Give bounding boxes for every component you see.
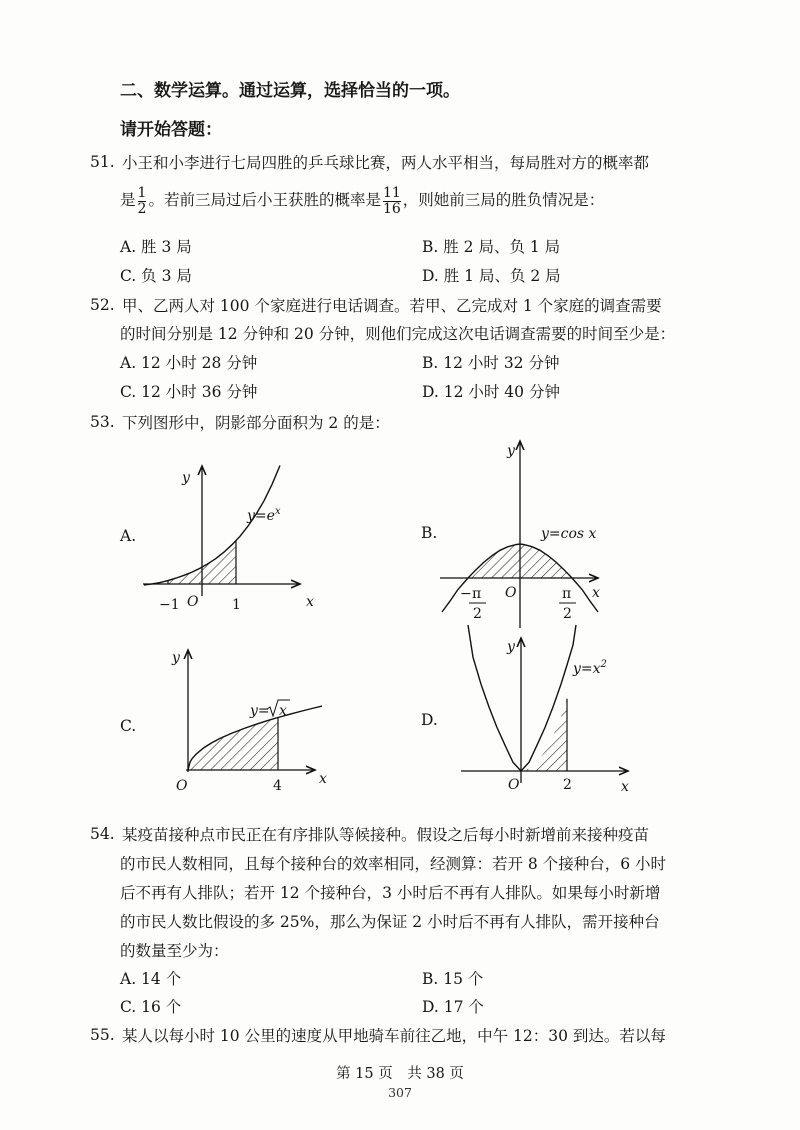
option-52-b: B. 12 小时 32 分钟 — [422, 354, 560, 372]
graph-a-y-label: y — [182, 470, 190, 486]
option-52-d: D. 12 小时 40 分钟 — [422, 383, 560, 401]
graph-b-label: B. — [421, 524, 438, 542]
graph-d-origin: O — [508, 777, 520, 793]
option-51-b: B. 胜 2 局、负 1 局 — [422, 238, 561, 256]
fraction-1-2: $\frac{1}{2}$ — [137, 185, 147, 217]
section-title: 二、数学运算。通过运算，选择恰当的一项。 — [120, 81, 460, 101]
page-label: 第 15 页 共 38 页 — [336, 1066, 464, 1082]
graph-b-neg-two: 2 — [473, 606, 482, 622]
graph-b-neg-sign: − — [460, 586, 472, 602]
question-54-line4: 的市民人数比假设的多 25%，那么为保证 2 小时后不再有人排队，需开接种台 — [120, 913, 660, 931]
option-51-c: C. 负 3 局 — [120, 267, 192, 285]
graph-a-label: A. — [120, 527, 137, 545]
graph-c-y-label: y — [172, 650, 180, 666]
question-54-line2: 的市民人数相同，且每个接种台的效率相同，经测算：若开 8 个接种台，6 小时 — [120, 855, 667, 873]
question-51-line1: 小王和小李进行七局四胜的乒乓球比赛，两人水平相当，每局胜对方的概率都 — [122, 154, 650, 172]
graph-c-x-label: x — [319, 771, 327, 787]
graph-a-x-label: x — [306, 594, 314, 610]
graph-b-neg-pi: π — [472, 586, 482, 602]
option-51-d: D. 胜 1 局、负 2 局 — [422, 267, 561, 285]
question-55-number: 55. — [90, 1026, 115, 1044]
option-54-b: B. 15 个 — [422, 970, 484, 988]
graph-b-x-label: x — [592, 585, 600, 601]
question-52-line1: 甲、乙两人对 100 个家庭进行电话调查。若甲、乙完成对 1 个家庭的调查需要 — [122, 297, 662, 315]
graph-b-pos-pi: π — [562, 586, 572, 602]
graph-c-tick-right: 4 — [273, 778, 282, 794]
graph-a-tick-left: −1 — [159, 597, 180, 613]
option-52-a: A. 12 小时 28 分钟 — [120, 354, 258, 372]
question-55-line1: 某人以每小时 10 公里的速度从甲地骑车前往乙地，中午 12：30 到达。若以每 — [122, 1027, 666, 1045]
graph-c-func-radicand: x — [279, 703, 287, 719]
graph-a — [143, 466, 314, 614]
option-52-c: C. 12 小时 36 分钟 — [120, 383, 258, 401]
question-51-number: 51. — [90, 153, 115, 171]
graph-c-func: y= — [250, 703, 270, 719]
graph-c-origin: O — [176, 778, 188, 794]
question-51-line2: 是 $\frac{1}{2}$ 。若前三局过后小王获胜的概率是 $\frac{11}{16}$ ，则她前三局的胜负情况是： — [120, 185, 605, 217]
section-prompt: 请开始答题： — [120, 120, 222, 140]
graph-b — [440, 441, 600, 628]
option-54-c: C. 16 个 — [120, 998, 182, 1016]
question-54-number: 54. — [90, 825, 115, 843]
option-54-d: D. 17 个 — [422, 998, 484, 1016]
graph-b-origin: O — [505, 585, 517, 601]
graph-d-func: $y=x^2$ — [573, 659, 607, 677]
graph-d-shaded-area — [521, 699, 567, 771]
page-number: 307 — [388, 1085, 412, 1100]
option-54-a: A. 14 个 — [120, 970, 182, 988]
graph-c-label: C. — [120, 717, 137, 735]
graph-a-func: $y=e^x$ — [247, 506, 281, 524]
graph-a-tick-right: 1 — [232, 597, 241, 613]
question-52-number: 52. — [90, 296, 115, 314]
graph-d-tick-right: 2 — [563, 777, 572, 793]
question-54-line1: 某疫苗接种点市民正在有序排队等候接种。假设之后每小时新增前来接种疫苗 — [122, 826, 650, 844]
graph-b-func: y=cos x — [541, 526, 597, 542]
graph-c-shaded-area — [188, 718, 278, 771]
graph-d-label: D. — [421, 711, 438, 729]
graph-c — [171, 650, 327, 794]
question-54-line3: 后不再有人排队；若开 12 个接种台，3 小时后不再有人排队。如果每小时新增 — [120, 884, 661, 902]
fraction-11-16: $\frac{11}{16}$ — [382, 185, 401, 217]
option-51-a: A. 胜 3 局 — [120, 238, 192, 256]
question-53-number: 53. — [90, 413, 115, 431]
graph-a-origin: O — [187, 594, 199, 610]
question-53-line1: 下列图形中，阴影部分面积为 2 的是： — [122, 414, 390, 432]
question-54-line5: 的数量至少为： — [120, 942, 229, 960]
graph-b-pos-two: 2 — [563, 606, 572, 622]
graph-b-y-label: y — [507, 443, 515, 459]
graph-d — [461, 625, 629, 795]
graph-d-x-label: x — [621, 779, 629, 795]
question-52-line2: 的时间分别是 12 分钟和 20 分钟，则他们完成这次电话调查需要的时间至少是： — [120, 325, 676, 343]
graph-d-y-label: y — [507, 639, 515, 655]
